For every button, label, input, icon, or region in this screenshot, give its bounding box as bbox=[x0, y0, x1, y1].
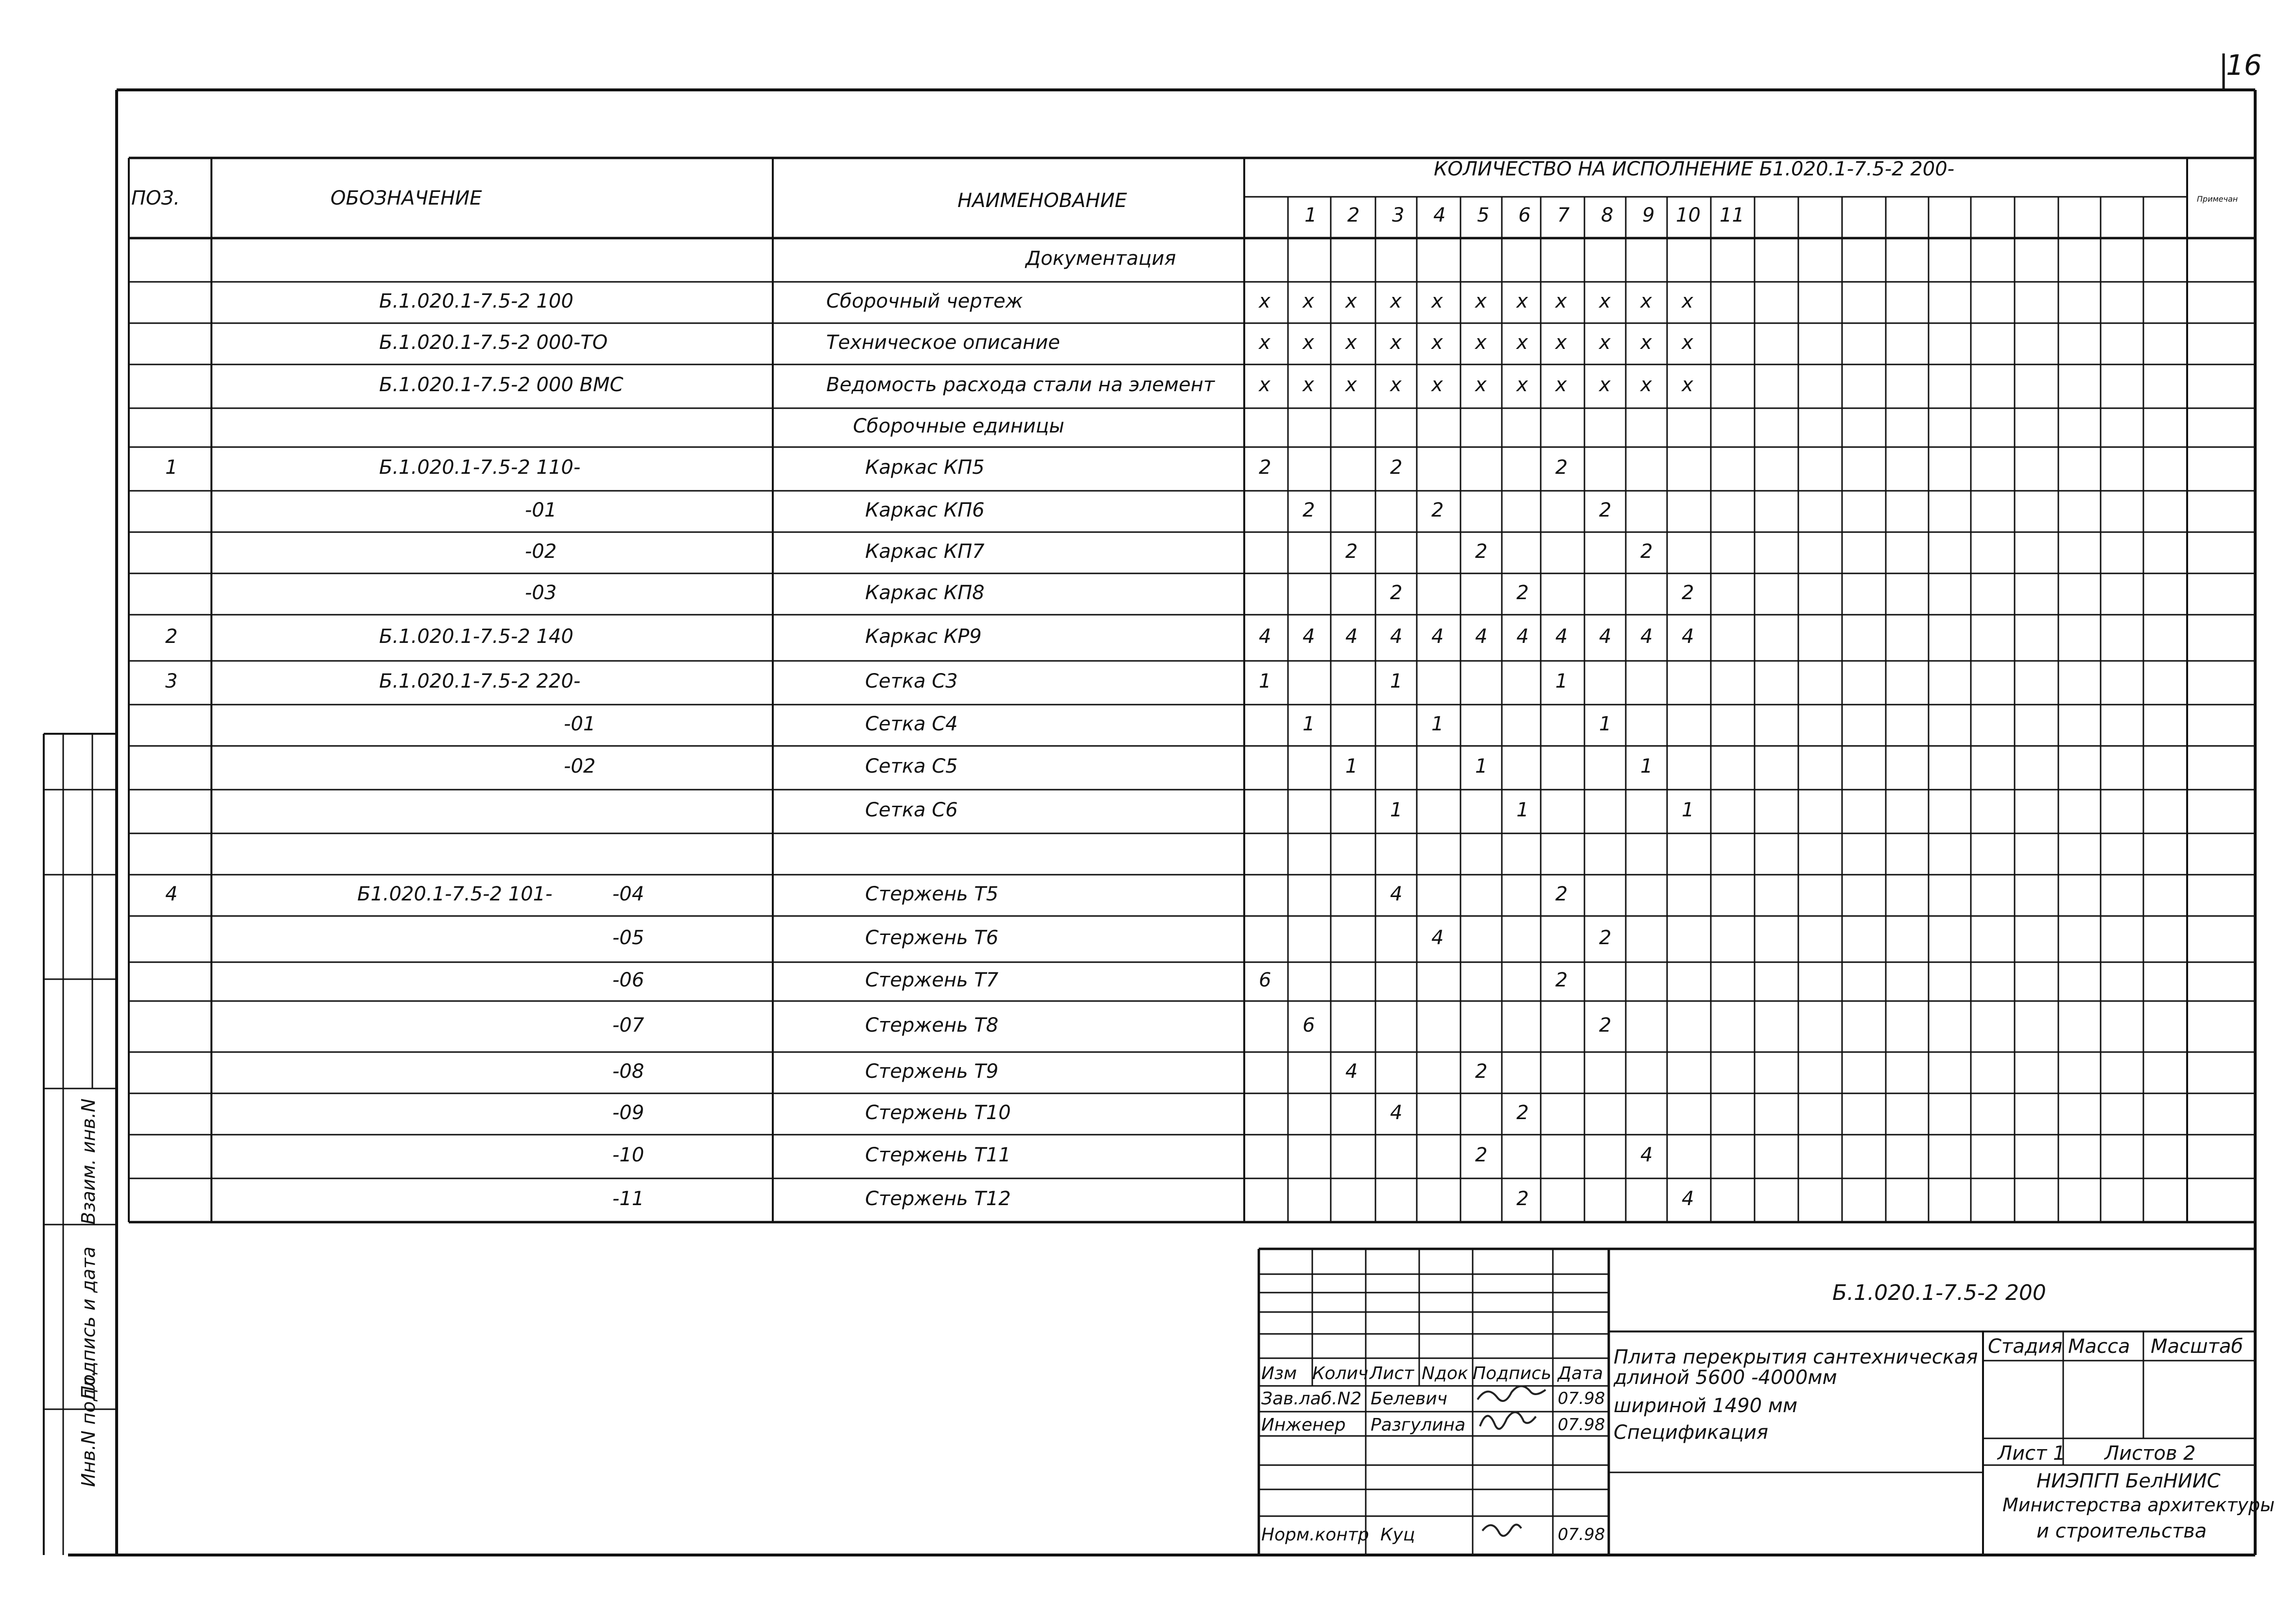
quantity-cell: 4 bbox=[1390, 882, 1403, 905]
quantity-cell: 4 bbox=[1345, 1060, 1358, 1083]
title-line4: Спецификация bbox=[1614, 1421, 1769, 1444]
row-designation-suffix: -04 bbox=[612, 882, 644, 905]
row-designation: -01 bbox=[525, 499, 557, 521]
quantity-cell: x bbox=[1475, 331, 1487, 354]
quantity-cell: 1 bbox=[1516, 799, 1529, 821]
name2: Разгулина bbox=[1371, 1415, 1466, 1435]
quantity-cell: 4 bbox=[1390, 625, 1403, 648]
quantity-cell: x bbox=[1599, 290, 1611, 312]
date2: 07.98 bbox=[1558, 1415, 1605, 1434]
quantity-cell: 2 bbox=[1516, 1101, 1529, 1124]
quantity-cell: 4 bbox=[1682, 1188, 1694, 1210]
row-name: Каркас КР9 bbox=[865, 625, 982, 648]
side-podpis-data: Подпись и дата bbox=[78, 1246, 99, 1400]
quantity-cell: x bbox=[1475, 374, 1487, 396]
quantity-cell: 4 bbox=[1431, 625, 1444, 648]
quantity-cell: 6 bbox=[1259, 969, 1271, 991]
quantity-cell: x bbox=[1555, 290, 1567, 312]
quantity-cell: 2 bbox=[1431, 499, 1444, 521]
row-designation: -02 bbox=[564, 755, 596, 778]
execution-number: 3 bbox=[1392, 204, 1405, 226]
role3: Норм.контр bbox=[1261, 1525, 1369, 1545]
quantity-cell: 1 bbox=[1555, 670, 1568, 692]
row-designation: Б1.020.1-7.5-2 101- bbox=[357, 882, 553, 905]
row-name: Сетка С3 bbox=[865, 670, 958, 692]
header-note: Примечан bbox=[2197, 194, 2238, 204]
quantity-cell: 1 bbox=[1682, 799, 1694, 821]
col-data: Дата bbox=[1558, 1364, 1603, 1383]
quantity-cell: 4 bbox=[1682, 625, 1694, 648]
title-line3: шириной 1490 мм bbox=[1614, 1395, 1798, 1417]
quantity-cell: x bbox=[1259, 290, 1270, 312]
quantity-cell: 4 bbox=[1345, 625, 1358, 648]
role2: Инженер bbox=[1261, 1415, 1346, 1435]
quantity-cell: x bbox=[1682, 290, 1693, 312]
row-name: Ведомость расхода стали на элемент bbox=[826, 374, 1215, 396]
quantity-cell: x bbox=[1345, 331, 1357, 354]
quantity-cell: x bbox=[1555, 374, 1567, 396]
page-number: 16 bbox=[2226, 49, 2262, 82]
quantity-cell: x bbox=[1682, 331, 1693, 354]
quantity-cell: 2 bbox=[1555, 456, 1568, 479]
quantity-cell: x bbox=[1303, 374, 1314, 396]
row-designation-suffix: -06 bbox=[612, 969, 644, 991]
header-pos: ПОЗ. bbox=[131, 187, 180, 209]
quantity-cell: 4 bbox=[1516, 625, 1529, 648]
quantity-cell: 2 bbox=[1599, 499, 1612, 521]
row-designation-suffix: -07 bbox=[612, 1014, 644, 1037]
quantity-cell: 1 bbox=[1390, 670, 1403, 692]
side-inv-podl: Инв.N подл. bbox=[78, 1371, 99, 1487]
execution-number: 5 bbox=[1477, 204, 1490, 226]
stage-label: Стадия bbox=[1988, 1335, 2063, 1358]
row-name: Стержень Т11 bbox=[865, 1144, 1011, 1166]
sheet-label: Лист 1 bbox=[1998, 1442, 2066, 1465]
row-designation: Б.1.020.1-7.5-2 000 ВМС bbox=[379, 374, 624, 396]
quantity-cell: x bbox=[1390, 290, 1402, 312]
doc-code: Б.1.020.1-7.5-2 200 bbox=[1832, 1280, 2046, 1305]
quantity-cell: 2 bbox=[1345, 540, 1358, 563]
row-name: Каркас КП6 bbox=[865, 499, 985, 521]
quantity-cell: x bbox=[1555, 331, 1567, 354]
header-name: НАИМЕНОВАНИЕ bbox=[957, 190, 1127, 212]
quantity-cell: 2 bbox=[1599, 1014, 1612, 1037]
quantity-cell: 2 bbox=[1555, 882, 1568, 905]
scale-label: Масштаб bbox=[2151, 1335, 2244, 1358]
execution-number: 6 bbox=[1518, 204, 1531, 226]
row-name: Сетка С4 bbox=[865, 712, 958, 735]
row-name: Стержень Т10 bbox=[865, 1101, 1011, 1124]
quantity-cell: x bbox=[1390, 374, 1402, 396]
row-pos: 2 bbox=[165, 625, 178, 648]
quantity-cell: x bbox=[1431, 290, 1443, 312]
quantity-cell: 4 bbox=[1555, 625, 1568, 648]
date3: 07.98 bbox=[1558, 1525, 1605, 1544]
org-line2: Министерства архитектуры bbox=[2002, 1494, 2275, 1516]
quantity-cell: x bbox=[1390, 331, 1402, 354]
row-pos: 1 bbox=[165, 456, 178, 479]
row-designation: -02 bbox=[525, 540, 557, 563]
quantity-cell: x bbox=[1345, 374, 1357, 396]
quantity-cell: 2 bbox=[1555, 969, 1568, 991]
col-podp: Подпись bbox=[1473, 1364, 1551, 1383]
col-izm: Изм bbox=[1261, 1364, 1297, 1383]
quantity-cell: x bbox=[1475, 290, 1487, 312]
quantity-cell: x bbox=[1259, 331, 1270, 354]
quantity-cell: x bbox=[1516, 290, 1528, 312]
quantity-cell: 1 bbox=[1345, 755, 1358, 778]
execution-number: 11 bbox=[1720, 204, 1744, 226]
quantity-cell: x bbox=[1640, 331, 1652, 354]
quantity-cell: 2 bbox=[1390, 456, 1403, 479]
row-designation: Б.1.020.1-7.5-2 220- bbox=[379, 670, 581, 692]
quantity-cell: x bbox=[1345, 290, 1357, 312]
name1: Белевич bbox=[1371, 1389, 1447, 1409]
row-designation: -01 bbox=[564, 712, 596, 735]
header-quantity: КОЛИЧЕСТВО НА ИСПОЛНЕНИЕ Б1.020.1-7.5-2 200- bbox=[1434, 158, 1955, 180]
row-designation: Б.1.020.1-7.5-2 140 bbox=[379, 625, 574, 648]
quantity-cell: 2 bbox=[1475, 540, 1488, 563]
quantity-cell: 4 bbox=[1599, 625, 1612, 648]
row-designation-suffix: -10 bbox=[612, 1144, 644, 1166]
quantity-cell: x bbox=[1431, 374, 1443, 396]
quantity-cell: 2 bbox=[1259, 456, 1271, 479]
quantity-cell: x bbox=[1516, 331, 1528, 354]
quantity-cell: 4 bbox=[1475, 625, 1488, 648]
quantity-cell: 1 bbox=[1303, 712, 1315, 735]
title-line1: Плита перекрытия сантехническая bbox=[1614, 1346, 1978, 1368]
row-pos: 4 bbox=[165, 882, 178, 905]
quantity-cell: 2 bbox=[1475, 1060, 1488, 1083]
row-name: Документация bbox=[1026, 247, 1176, 270]
sheets-label: Листов 2 bbox=[2105, 1442, 2196, 1465]
row-name: Каркас КП8 bbox=[865, 581, 985, 604]
row-name: Сетка С5 bbox=[865, 755, 958, 778]
execution-number: 8 bbox=[1601, 204, 1614, 226]
row-name: Стержень Т9 bbox=[865, 1060, 999, 1083]
quantity-cell: 2 bbox=[1516, 1188, 1529, 1210]
org-line3: и строительства bbox=[2036, 1520, 2207, 1542]
mass-label: Масса bbox=[2068, 1335, 2130, 1358]
org-line1: НИЭПГП БелНИИС bbox=[2036, 1470, 2221, 1492]
execution-number: 1 bbox=[1305, 204, 1317, 226]
row-name: Стержень Т8 bbox=[865, 1014, 999, 1037]
quantity-cell: 2 bbox=[1640, 540, 1653, 563]
quantity-cell: 1 bbox=[1475, 755, 1488, 778]
row-designation-suffix: -09 bbox=[612, 1101, 644, 1124]
row-name: Сетка С6 bbox=[865, 799, 958, 821]
row-pos: 3 bbox=[165, 670, 178, 692]
name3: Куц bbox=[1380, 1525, 1415, 1545]
quantity-cell: 4 bbox=[1303, 625, 1315, 648]
row-designation-suffix: -05 bbox=[612, 926, 644, 949]
row-designation-suffix: -08 bbox=[612, 1060, 644, 1083]
quantity-cell: x bbox=[1431, 331, 1443, 354]
execution-number: 10 bbox=[1676, 204, 1701, 226]
row-name: Стержень Т12 bbox=[865, 1188, 1011, 1210]
quantity-cell: 2 bbox=[1599, 926, 1612, 949]
row-name: Техническое описание bbox=[826, 331, 1060, 354]
quantity-cell: 2 bbox=[1682, 581, 1694, 604]
quantity-cell: 1 bbox=[1599, 712, 1612, 735]
row-name: Каркас КП5 bbox=[865, 456, 985, 479]
row-designation: Б.1.020.1-7.5-2 110- bbox=[379, 456, 581, 479]
row-name: Сборочный чертеж bbox=[826, 290, 1023, 312]
date1: 07.98 bbox=[1558, 1389, 1605, 1408]
quantity-cell: 2 bbox=[1475, 1144, 1488, 1166]
row-name: Каркас КП7 bbox=[865, 540, 985, 563]
row-name: Стержень Т6 bbox=[865, 926, 999, 949]
quantity-cell: x bbox=[1303, 290, 1314, 312]
execution-number: 2 bbox=[1347, 204, 1360, 226]
quantity-cell: x bbox=[1303, 331, 1314, 354]
quantity-cell: 4 bbox=[1390, 1101, 1403, 1124]
quantity-cell: 2 bbox=[1303, 499, 1315, 521]
quantity-cell: x bbox=[1516, 374, 1528, 396]
quantity-cell: 4 bbox=[1640, 1144, 1653, 1166]
col-ndok: Nдок bbox=[1422, 1364, 1468, 1383]
row-name: Стержень Т7 bbox=[865, 969, 999, 991]
quantity-cell: 4 bbox=[1431, 926, 1444, 949]
quantity-cell: x bbox=[1640, 290, 1652, 312]
quantity-cell: 1 bbox=[1390, 799, 1403, 821]
quantity-cell: 4 bbox=[1259, 625, 1271, 648]
col-list: Лист bbox=[1370, 1364, 1414, 1383]
quantity-cell: 2 bbox=[1516, 581, 1529, 604]
quantity-cell: x bbox=[1259, 374, 1270, 396]
row-designation: -03 bbox=[525, 581, 557, 604]
quantity-cell: 1 bbox=[1259, 670, 1271, 692]
row-name: Сборочные единицы bbox=[853, 415, 1064, 437]
role1: Зав.лаб.N2 bbox=[1261, 1389, 1362, 1409]
quantity-cell: x bbox=[1599, 374, 1611, 396]
quantity-cell: 1 bbox=[1640, 755, 1653, 778]
quantity-cell: x bbox=[1640, 374, 1652, 396]
execution-number: 7 bbox=[1557, 204, 1570, 226]
quantity-cell: 6 bbox=[1303, 1014, 1315, 1037]
quantity-cell: 1 bbox=[1431, 712, 1444, 735]
quantity-cell: 4 bbox=[1640, 625, 1653, 648]
quantity-cell: x bbox=[1682, 374, 1693, 396]
header-designation: ОБОЗНАЧЕНИЕ bbox=[330, 187, 482, 209]
execution-number: 9 bbox=[1642, 204, 1655, 226]
row-designation-suffix: -11 bbox=[612, 1188, 644, 1210]
col-kol: Колич bbox=[1312, 1364, 1369, 1383]
row-name: Стержень Т5 bbox=[865, 882, 999, 905]
side-vzam-inv: Взаим. инв.N bbox=[78, 1098, 99, 1225]
row-designation: Б.1.020.1-7.5-2 000-ТО bbox=[379, 331, 608, 354]
title-line2: длиной 5600 -4000мм bbox=[1614, 1366, 1837, 1389]
quantity-cell: 2 bbox=[1390, 581, 1403, 604]
row-designation: Б.1.020.1-7.5-2 100 bbox=[379, 290, 574, 312]
quantity-cell: x bbox=[1599, 331, 1611, 354]
execution-number: 4 bbox=[1433, 204, 1446, 226]
